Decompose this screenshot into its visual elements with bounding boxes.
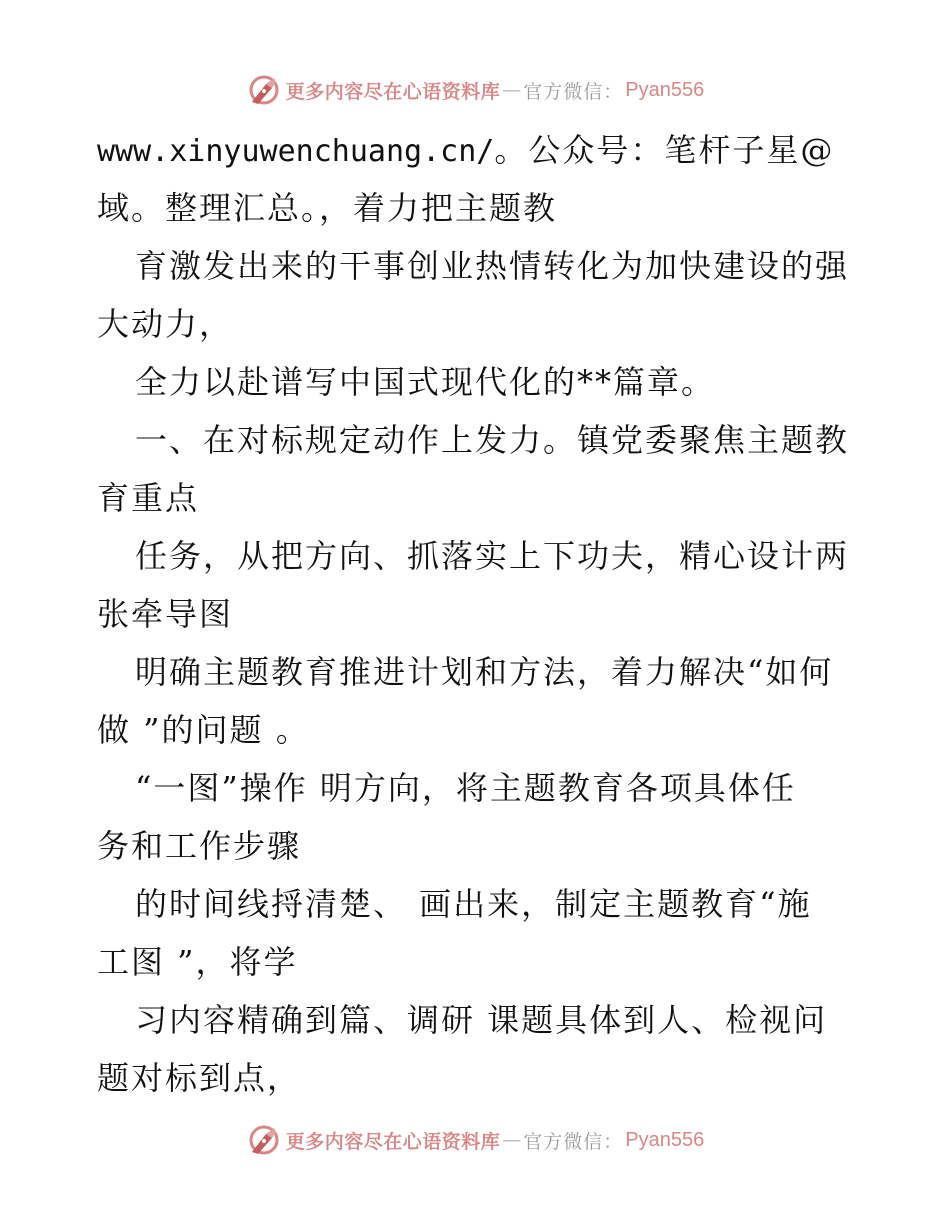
banner-dash: — (502, 1129, 522, 1151)
header-banner (0, 70, 950, 110)
banner-label: 官方微信： (523, 1130, 624, 1153)
banner-wechat-id: Pyan556 (625, 78, 705, 101)
banner-wechat-id: Pyan556 (625, 1128, 705, 1151)
text-line: 任务，从把方向、抓落实上下功夫，精心设计两 (135, 537, 850, 575)
text-line-rest: 。公众号：笔杆子星@ (494, 131, 835, 169)
banner-main-text: 更多内容尽在心语资料库 (285, 80, 501, 103)
banner-text (286, 77, 705, 104)
text-line: 题对标到点， (97, 1059, 302, 1097)
text-line: 的时间线捋清楚、 画出来，制定主题教育“施 (135, 885, 812, 923)
footer-banner (0, 1120, 950, 1160)
banner-dash: — (502, 79, 522, 101)
pen-logo-icon (246, 72, 282, 108)
text-line: 大动力， (97, 305, 234, 343)
text-line: 习内容精确到篇、调研 课题具体到人、检视问 (135, 1001, 828, 1039)
text-line: 育重点 (97, 479, 200, 517)
text-line: “一图”操作 明方向，将主题教育各项具体任 (135, 769, 796, 807)
text-line: 域。整理汇总。，着力把主题教 (97, 189, 558, 227)
text-line: 明确主题教育推进计划和方法，着力解决“如何 (135, 653, 834, 691)
text-url: www.xinyuwenchuang.cn/ (97, 134, 495, 169)
text-line: 育激发出来的干事创业热情转化为加快建设的强 (135, 247, 850, 285)
pen-logo-icon (246, 1122, 282, 1158)
document-body (97, 121, 857, 1107)
text-line: 务和工作步骤 (97, 827, 302, 865)
banner-main-text: 更多内容尽在心语资料库 (285, 1130, 501, 1153)
text-line: 做 ”的问题 。 (97, 711, 310, 749)
text-line: 张牵导图 (97, 595, 234, 633)
text-line (97, 121, 857, 179)
text-line: 工图 ”，将学 (97, 943, 298, 981)
banner-text (286, 1127, 705, 1154)
text-line: 一、在对标规定动作上发力。镇党委聚焦主题教 (135, 421, 850, 459)
banner-label: 官方微信： (523, 80, 624, 103)
text-line: 全力以赴谱写中国式现代化的**篇章。 (135, 363, 716, 401)
